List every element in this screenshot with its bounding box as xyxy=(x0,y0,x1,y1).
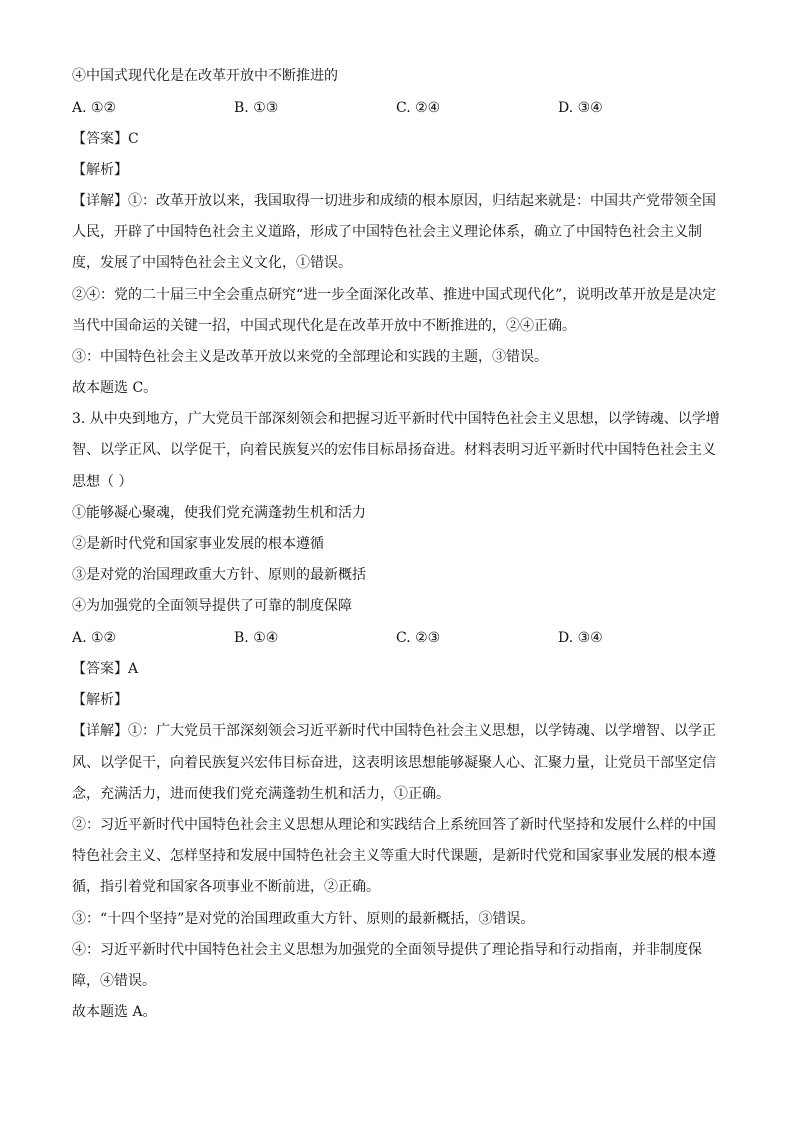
q3-detail-line: 【详解】①：广大党员干部深刻领会习近平新时代中国特色社会主义思想，以学铸魂、以学增智、以学正 xyxy=(72,723,716,739)
q3-detail-line: ③：“十四个坚持”是对党的治国理政重大方针、原则的最新概括，③错误。 xyxy=(72,911,535,927)
q2-detail-line: ②④：党的二十届三中全会重点研究“进一步全面深化改革、推进中国式现代化”，说明改革开放是是决定 xyxy=(72,287,717,303)
q3-detail-line: 念，充满活力，进而使我们党充满蓬勃生机和活力，①正确。 xyxy=(72,786,450,802)
q2-answer: 【答案】C xyxy=(72,131,139,147)
q2-choice-b: B. ①③ xyxy=(234,100,279,116)
q3-choice-b: B. ①④ xyxy=(234,630,279,646)
q2-analysis-heading: 【解析】 xyxy=(72,162,128,178)
q2-detail-line: 度，发展了中国特色社会主义文化，①错误。 xyxy=(72,255,352,271)
q3-detail-line: 风、以学促干，向着民族复兴宏伟目标奋进，这表明该思想能够凝聚人心、汇聚力量，让党员干部坚定信 xyxy=(72,755,716,771)
q2-choice-a: A. ①② xyxy=(72,100,117,116)
q3-statement-1: ①能够凝心聚魂，使我们党充满蓬勃生机和活力 xyxy=(72,505,366,521)
q2-detail-line: 当代中国命运的关键一招，中国式现代化是在改革开放中不断推进的，②④正确。 xyxy=(72,318,576,334)
q2-detail-line: 【详解】①：改革开放以来，我国取得一切进步和成绩的根本原因，归结起来就是：中国共产党带领全国 xyxy=(72,193,716,209)
q3-detail-line: 特色社会主义、怎样坚持和发展中国特色社会主义等重大时代课题，是新时代党和国家事业发展的根本遵 xyxy=(72,848,716,864)
q2-conclusion: 故本题选 C。 xyxy=(72,380,158,396)
q3-choice-a: A. ①② xyxy=(72,630,117,646)
q3-choice-d: D. ③④ xyxy=(558,630,603,646)
q3-statement-2: ②是新时代党和国家事业发展的根本遵循 xyxy=(72,536,324,552)
q2-detail-line: 人民，开辟了中国特色社会主义道路，形成了中国特色社会主义理论体系，确立了中国特色社会主义制 xyxy=(72,224,702,240)
q3-stem-line: 思想（ ） xyxy=(72,474,133,490)
q3-detail-line: ②：习近平新时代中国特色社会主义思想从理论和实践结合上系统回答了新时代坚持和发展什么样的中国 xyxy=(72,817,716,833)
q3-stem-line: 3. 从中央到地方，广大党员干部深刻领会和把握习近平新时代中国特色社会主义思想，以学铸魂、以学增 xyxy=(72,411,720,427)
q2-statement-4: ④中国式现代化是在改革开放中不断推进的 xyxy=(72,68,338,84)
q3-detail-line: ④：习近平新时代中国特色社会主义思想为加强党的全面领导提供了理论指导和行动指南，并非制度保 xyxy=(72,942,702,958)
q3-stem-line: 智、以学正风、以学促干，向着民族复兴的宏伟目标昂扬奋进。材料表明习近平新时代中国特色社会主义 xyxy=(72,442,716,458)
q2-choice-d: D. ③④ xyxy=(558,100,603,116)
q3-conclusion: 故本题选 A。 xyxy=(72,1004,157,1020)
q3-detail-line: 障，④错误。 xyxy=(72,973,156,989)
q3-analysis-heading: 【解析】 xyxy=(72,692,128,708)
q3-statement-4: ④为加强党的全面领导提供了可靠的制度保障 xyxy=(72,598,352,614)
q2-choice-c: C. ②④ xyxy=(396,100,441,116)
q3-choice-c: C. ②③ xyxy=(396,630,441,646)
q2-detail-line: ③：中国特色社会主义是改革开放以来党的全部理论和实践的主题，③错误。 xyxy=(72,349,548,365)
q3-statement-3: ③是对党的治国理政重大方针、原则的最新概括 xyxy=(72,567,366,583)
q3-answer: 【答案】A xyxy=(72,661,139,677)
q3-detail-line: 循，指引着党和国家各项事业不断前进，②正确。 xyxy=(72,879,380,895)
